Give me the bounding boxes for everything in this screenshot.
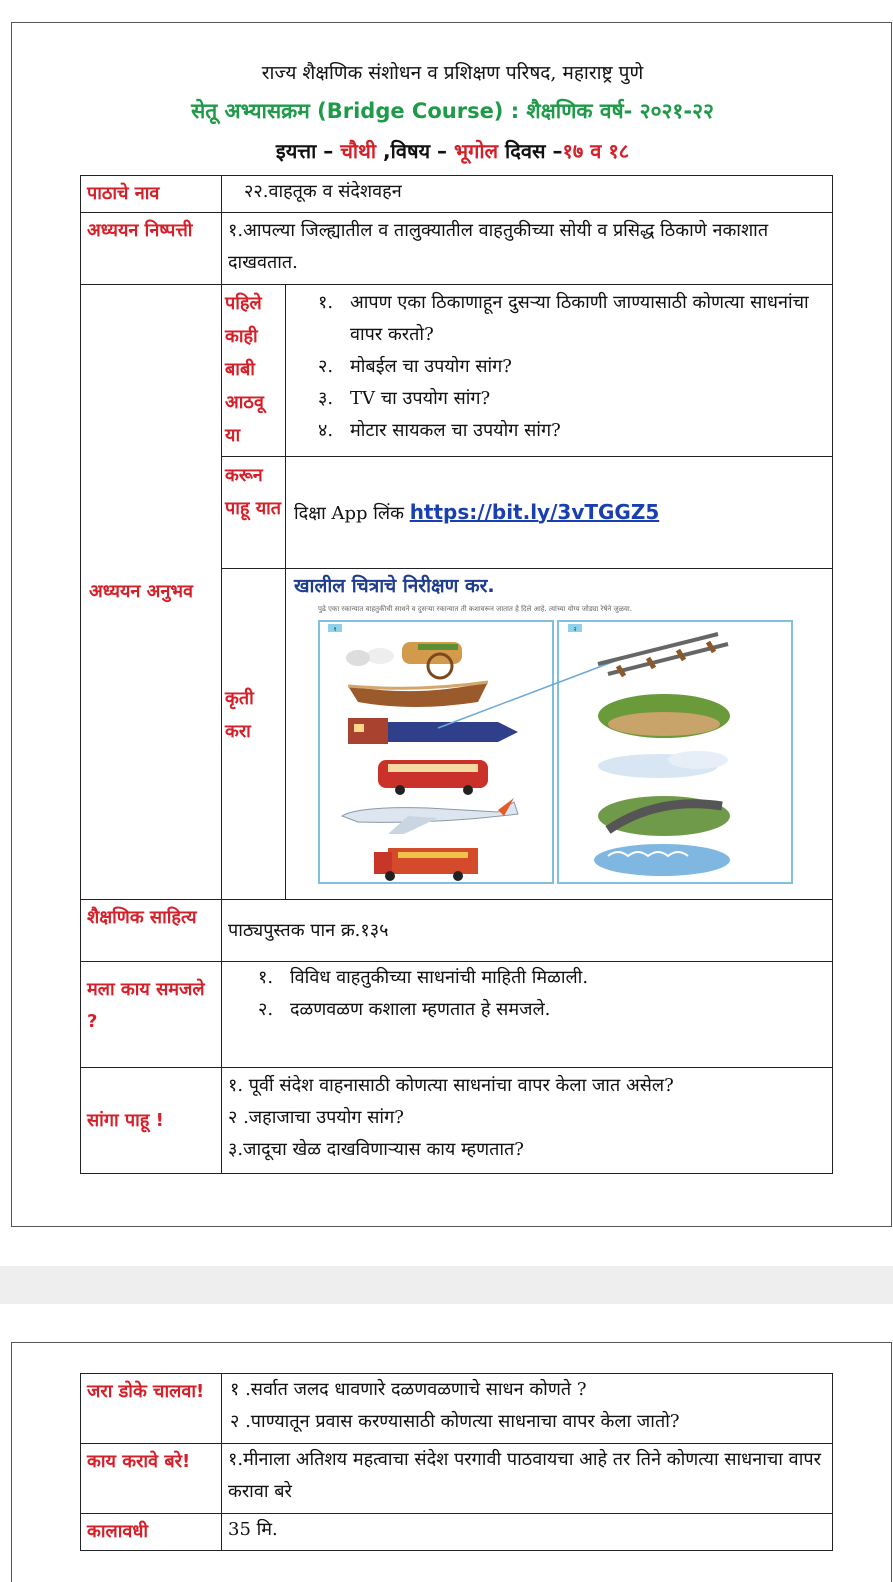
row-duration bbox=[81, 1514, 833, 1551]
list-item-number: २. bbox=[258, 999, 274, 1020]
list-item-number: १. bbox=[258, 967, 274, 988]
row-think bbox=[81, 1374, 833, 1444]
list-item bbox=[258, 962, 824, 994]
lesson-plan-table-continued bbox=[80, 1373, 833, 1551]
lesson-name-value: २२.वाहतूक व संदेशवहन bbox=[222, 176, 833, 213]
what-to-do-text: १.मीनाला अतिशय महत्वाचा संदेश परगावी पाठवायचा आहे तर तिने कोणत्या साधनाचा वापर करावा बरे bbox=[222, 1444, 833, 1514]
try-content bbox=[286, 457, 833, 569]
think-item: २ .पाण्यातून प्रवास करण्यासाठी कोणत्या साधनाचा वापर केला जातो? bbox=[230, 1411, 680, 1432]
row-learned bbox=[81, 962, 833, 1068]
activity-label: कृती करा bbox=[222, 569, 286, 900]
material-text: पाठ्यपुस्तक पान क्र.१३५ bbox=[222, 900, 833, 962]
learning-experience-label: अध्ययन अनुभव bbox=[81, 285, 222, 900]
list-item-number: २. bbox=[318, 356, 334, 377]
list-item-text: मोटार सायकल चा उपयोग सांग? bbox=[350, 420, 561, 441]
learning-outcome-label: अध्ययन निष्पत्ती bbox=[81, 213, 222, 285]
list-item-number: १. bbox=[318, 292, 334, 313]
list-item-text: विविध वाहतुकीच्या साधनांची माहिती मिळाली. bbox=[290, 967, 589, 988]
material-label: शैक्षणिक साहित्य bbox=[81, 900, 222, 962]
row-learning-outcome bbox=[81, 213, 833, 285]
learning-outcome-text: १.आपल्या जिल्ह्यातील व तालुक्यातील वाहतुकीच्या सोयी व प्रसिद्ध ठिकाणे नकाशात दाखवतात. bbox=[222, 213, 833, 285]
picture-instructions: पुढे एका रकान्यात वाहतुकीची साधने व दुसऱ्या रकान्यात ती कशावरून जातात हे दिले आहे. त्यांच्या योग्य जोड्या रेषेने जुळवा. bbox=[318, 605, 632, 613]
list-item bbox=[318, 287, 824, 351]
row-lesson-name bbox=[81, 176, 833, 213]
panel-left-number: १ bbox=[333, 626, 337, 633]
diksha-app-text: दिक्षा App लिंक bbox=[294, 502, 410, 524]
header-grade-subject-day bbox=[12, 137, 893, 164]
subject-label: ,विषय – bbox=[376, 139, 455, 163]
road-icon bbox=[598, 796, 730, 836]
list-item bbox=[318, 415, 824, 447]
tell-content bbox=[222, 1068, 833, 1174]
learned-label: मला काय समजले ? bbox=[81, 962, 222, 1068]
try-label: करून पाहू यात bbox=[222, 457, 286, 569]
diksha-app-link[interactable]: https://bit.ly/3vTGGZ5 bbox=[409, 499, 660, 524]
tell-item: ३.जादूचा खेळ दाखविणाऱ्यास काय म्हणतात? bbox=[228, 1139, 524, 1160]
think-label: जरा डोके चालवा! bbox=[81, 1374, 222, 1444]
transport-matching-picture bbox=[318, 620, 824, 880]
row-tell bbox=[81, 1068, 833, 1174]
document-page-2 bbox=[11, 1342, 892, 1582]
header-bridge-course: सेतू अभ्यासक्रम (Bridge Course) : शैक्षणिक वर्ष- २०२१-२२ bbox=[191, 99, 714, 123]
list-item-number: ४. bbox=[318, 420, 334, 441]
recall-label: पहिले काही बाबी आठवू या bbox=[222, 285, 286, 457]
panel-right-number: २ bbox=[573, 626, 577, 633]
day-value: १७ व १८ bbox=[562, 139, 630, 163]
learned-list bbox=[258, 962, 824, 1026]
grade-value: चौथी bbox=[340, 139, 377, 163]
learned-content bbox=[222, 962, 833, 1068]
grade-label: इयत्ता – bbox=[275, 139, 341, 163]
header-council-name: राज्य शैक्षणिक संशोधन व प्रशिक्षण परिषद, महाराष्ट्र पुणे bbox=[261, 62, 644, 84]
subject-value: भूगोल bbox=[454, 139, 499, 163]
list-item-text: TV चा उपयोग सांग? bbox=[350, 388, 491, 409]
land-icon bbox=[598, 694, 730, 738]
row-what-to-do bbox=[81, 1444, 833, 1514]
row-material bbox=[81, 900, 833, 962]
tell-item: १. पूर्वी संदेश वाहनासाठी कोणत्या साधनांचा वापर केला जात असेल? bbox=[228, 1075, 674, 1096]
water-icon bbox=[594, 844, 730, 876]
list-item bbox=[318, 383, 824, 415]
observe-picture-title: खालील चित्राचे निरीक्षण कर. bbox=[294, 575, 495, 597]
list-item-text: आपण एका ठिकाणाहून दुसऱ्या ठिकाणी जाण्यासाठी कोणत्या साधनांचा वापर करतो? bbox=[350, 292, 809, 345]
list-item-text: मोबईल चा उपयोग सांग? bbox=[350, 356, 512, 377]
page-separator bbox=[0, 1266, 893, 1304]
recall-questions bbox=[286, 285, 833, 457]
tell-item: २ .जहाजाचा उपयोग सांग? bbox=[228, 1107, 404, 1128]
list-item-text: दळणवळण कशाला म्हणतात हे समजले. bbox=[290, 999, 551, 1020]
lesson-plan-table bbox=[80, 175, 833, 1174]
duration-value: 35 मि. bbox=[222, 1514, 833, 1551]
lesson-name-label: पाठाचे नाव bbox=[81, 176, 222, 213]
think-item: १ .सर्वात जलद धावणारे दळणवळणाचे साधन कोणते ? bbox=[230, 1379, 587, 1400]
list-item bbox=[258, 994, 824, 1026]
day-label: दिवस – bbox=[498, 139, 563, 163]
document-page-1 bbox=[11, 22, 892, 1227]
list-item bbox=[318, 351, 824, 383]
tell-label: सांगा पाहू ! bbox=[81, 1068, 222, 1174]
list-item-number: ३. bbox=[318, 388, 334, 409]
row-recall bbox=[81, 285, 833, 457]
what-to-do-label: काय करावे बरे! bbox=[81, 1444, 222, 1514]
activity-content bbox=[286, 569, 833, 900]
transport-matching-illustration bbox=[318, 620, 794, 884]
duration-label: कालावधी bbox=[81, 1514, 222, 1551]
recall-list bbox=[318, 287, 824, 447]
think-content bbox=[222, 1374, 833, 1444]
